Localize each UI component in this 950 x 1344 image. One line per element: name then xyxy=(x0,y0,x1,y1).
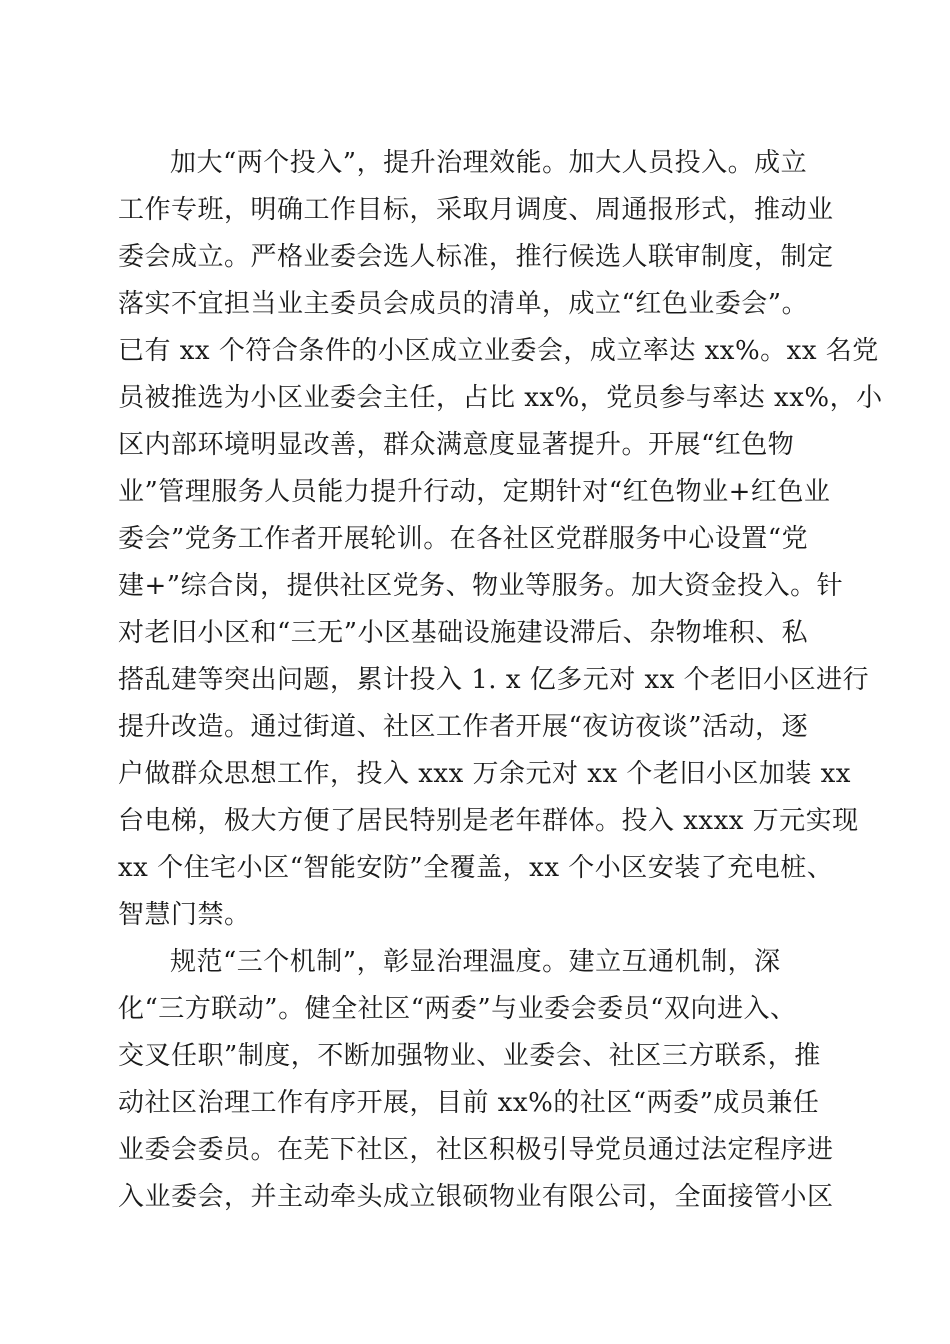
paragraph-line: 已有 xx 个符合条件的小区成立业委会，成立率达 xx%。xx 名党 xyxy=(118,336,879,366)
paragraph-line: 搭乱建等突出问题，累计投入 1. x 亿多元对 xx 个老旧小区进行 xyxy=(118,665,870,695)
paragraph-line: 委会”党务工作者开展轮训。在各社区党群服务中心设置“党 xyxy=(118,524,809,554)
paragraph-line: 工作专班，明确工作目标，采取月调度、周通报形式，推动业 xyxy=(118,195,834,225)
paragraph-line: 业”管理服务人员能力提升行动，定期针对“红色物业+红色业 xyxy=(118,477,831,507)
paragraph-line: 智慧门禁。 xyxy=(118,900,251,930)
paragraph-line: 业委会委员。在芜下社区，社区积极引导党员通过法定程序进 xyxy=(118,1135,834,1165)
paragraph-line: 规范“三个机制”，彰显治理温度。建立互通机制，深 xyxy=(170,947,781,977)
paragraph-line: 对老旧小区和“三无”小区基础设施建设滞后、杂物堆积、私 xyxy=(118,618,809,648)
paragraph-line: 提升改造。通过街道、社区工作者开展“夜访夜谈”活动，逐 xyxy=(118,712,809,742)
paragraph-line: 落实不宜担当业主委员会成员的清单，成立“红色业委会”。 xyxy=(118,289,809,319)
paragraph-line: 委会成立。严格业委会选人标准，推行候选人联审制度，制定 xyxy=(118,242,834,272)
paragraph-line: 建+”综合岗，提供社区党务、物业等服务。加大资金投入。针 xyxy=(118,571,844,601)
paragraph-line: 户做群众思想工作，投入 xxx 万余元对 xx 个老旧小区加装 xx xyxy=(118,759,851,789)
paragraph-line: 台电梯，极大方便了居民特别是老年群体。投入 xxxx 万元实现 xyxy=(118,806,859,836)
paragraph-line: 员被推选为小区业委会主任，占比 xx%，党员参与率达 xx%，小 xyxy=(118,383,883,413)
paragraph-line: 入业委会，并主动牵头成立银硕物业有限公司，全面接管小区 xyxy=(118,1182,834,1212)
paragraph-line: 化“三方联动”。健全社区“两委”与业委会委员“双向进入、 xyxy=(118,994,797,1024)
paragraph-line: xx 个住宅小区“智能安防”全覆盖，xx 个小区安装了充电桩、 xyxy=(118,853,834,883)
paragraph-line: 动社区治理工作有序开展，目前 xx%的社区“两委”成员兼任 xyxy=(118,1088,820,1118)
paragraph-line: 交叉任职”制度，不断加强物业、业委会、社区三方联系，推 xyxy=(118,1041,821,1071)
paragraph-line: 区内部环境明显改善，群众满意度显著提升。开展“红色物 xyxy=(118,430,795,460)
paragraph-line: 加大“两个投入”，提升治理效能。加大人员投入。成立 xyxy=(170,148,808,178)
